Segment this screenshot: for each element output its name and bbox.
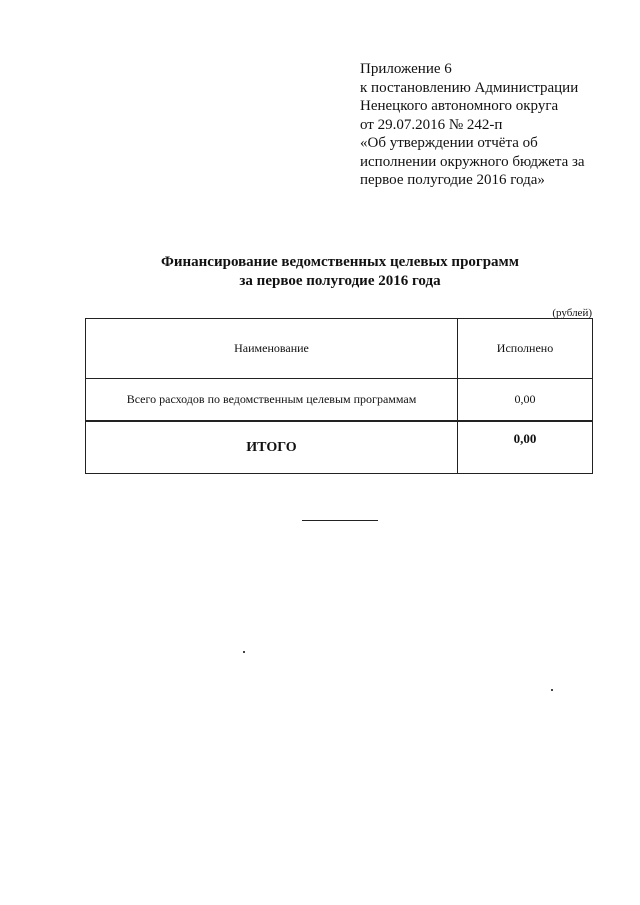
- units-label: (рублей): [552, 307, 592, 319]
- document-title-line-2: за первое полугодие 2016 года: [239, 273, 441, 289]
- scan-speck: [243, 651, 245, 653]
- table-total-row: [86, 421, 593, 474]
- row-value-cell: 0,00: [458, 379, 593, 422]
- header-done-cell: Исполнено: [458, 319, 593, 379]
- annex-block: [360, 60, 620, 190]
- annex-line: от 29.07.2016 № 242-п: [360, 116, 503, 133]
- annex-line: первое полугодие 2016 года»: [360, 172, 545, 188]
- document-title-line-1: Финансирование ведомственных целевых программ: [161, 254, 519, 270]
- table-header-row: [86, 319, 593, 379]
- annex-line: Ненецкого автономного округа: [360, 98, 559, 114]
- total-value-cell: 0,00: [458, 421, 593, 474]
- scan-speck: [551, 689, 553, 691]
- row-name-cell: Всего расходов по ведомственным целевым программам: [86, 379, 458, 422]
- table-row: [86, 379, 593, 422]
- separator-line: [302, 520, 378, 521]
- annex-line: Приложение 6: [360, 61, 452, 77]
- annex-line: исполнении окружного бюджета за: [360, 153, 585, 170]
- document-title: [100, 253, 580, 291]
- annex-line: к постановлению Администрации: [360, 79, 579, 96]
- total-name-cell: ИТОГО: [86, 421, 458, 474]
- financing-table: [85, 318, 593, 474]
- header-name-cell: Наименование: [86, 319, 458, 379]
- annex-line: «Об утверждении отчёта об: [360, 135, 538, 151]
